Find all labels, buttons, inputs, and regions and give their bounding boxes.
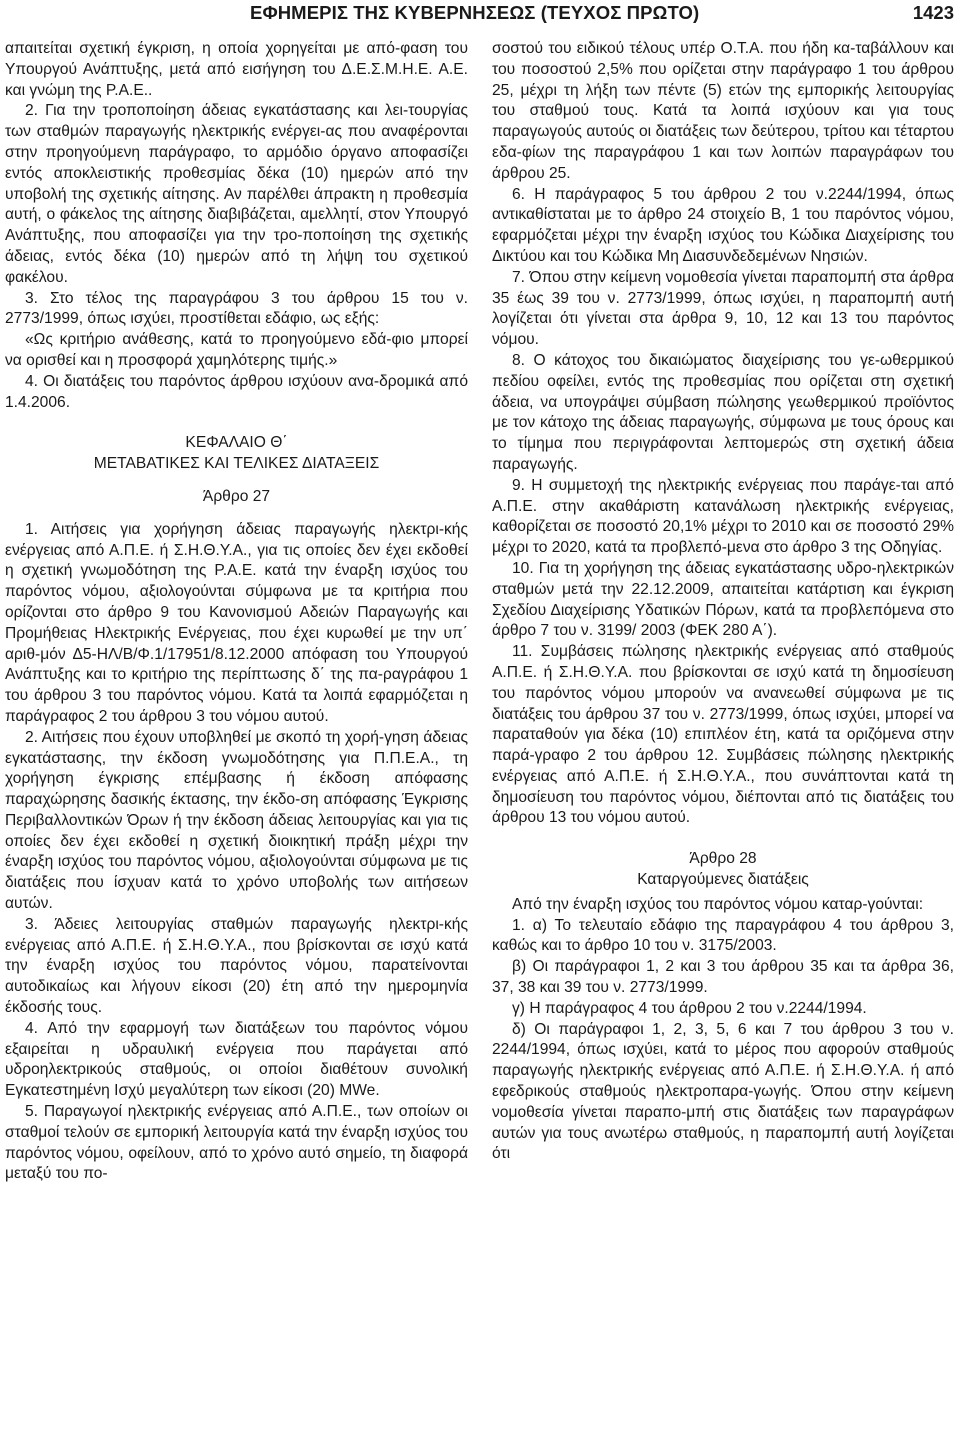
paragraph-5-continuation: σοστού του ειδικού τέλους υπέρ Ο.Τ.Α. που ήδη κα-ταβάλλουν και του ποσοστού 2,5% που ορίζεται στην παράγραφο 1 του άρθρου 25, μέχρι τη λήξη των πέντε (5) ετών της εμπορικής λειτουργίας του σταθμού τους. Κατά τα λοιπά ισχύουν και για τους παραγωγούς αυτούς οι διατάξεις των δεύτερου, τρίτου και τέταρτου εδα-φίων της παραγράφου 1 και των λοιπών παραγράφων του άρθρου 25. (492, 40, 954, 182)
gazette-title: ΕΦΗΜΕΡΙΣ ΤΗΣ ΚΥΒΕΡΝΗΣΕΩΣ (ΤΕΥΧΟΣ ΠΡΩΤΟ) (250, 2, 700, 23)
article-28-item-1b: β) Οι παράγραφοι 1, 2 και 3 του άρθρου 35 και τα άρθρα 36, 37, 38 και 39 του ν. 2773/1999. (492, 958, 954, 997)
article-27-paragraph-11: 11. Συμβάσεις πώλησης ηλεκτρικής ενέργειας από σταθμούς Α.Π.Ε. ή Σ.Η.Θ.Υ.Α. που βρίσκονται σε ισχύ κατά τη δημοσίευση του παρόντος νόμου μπορούν να ανανεωθεί σύμφωνα με τις διατάξεις του άρθρου 37 του ν. 2773/1999, όπως ισχύει, μπορεί να παραταθούν για δέκα (10) επιπλέον έτη, κατά τα οριζόμενα στην παρά-γραφο 2 του άρθρου 12. Συμβάσεις πώλησης ηλεκτρικής ενέργειας από Α.Π.Ε. ή Σ.Η.Θ.Υ.Α., που συνάπτονται κατά τη δημοσίευση του παρόντος νόμου, διέπονται από τις διατάξεις του άρθρου 13 του νόμου αυτού. (492, 643, 954, 827)
right-column (492, 39, 954, 1165)
article-27-paragraph-5: 5. Παραγωγοί ηλεκτρικής ενέργειας από Α.Π.Ε., των οποίων οι σταθμοί τελούν σε εμπορική λειτουργία κατά την έναρξη ισχύος του παρόντος νόμου, οφείλουν, από το χρόνο αυτό σημείο, τη διαφορά μεταξύ του πο- (5, 1103, 468, 1183)
article-28-intro: Από την έναρξη ισχύος του παρόντος νόμου καταρ-γούνται: (512, 895, 924, 913)
article-27-paragraph-3: 3. Άδειες λειτουργίας σταθμών παραγωγής ηλεκτρι-κής ενέργειας από Α.Π.Ε. ή Σ.Η.Θ.Υ.Α., που βρίσκονται σε ισχύ κατά την έναρξη ισχύος του παρόντος νόμου, παρατείνονται αυτοδικαίως και λήγουν είκοσι (20) έτη από την ημερομηνία έκδοσής τους. (5, 915, 468, 1017)
paragraph-4: 4. Οι διατάξεις του παρόντος άρθρου ισχύουν ανα-δρομικά από 1.4.2006. (5, 372, 468, 411)
chapter-title: ΚΕΦΑΛΑΙΟ Θ΄ (185, 434, 288, 452)
article-28-subtitle: Καταργούμενες διατάξεις (637, 871, 809, 889)
page-number: 1423 (912, 2, 954, 23)
article-28-item-1a: 1. α) Το τελευταίο εδάφιο της παραγράφου 4 του άρθρου 3, καθώς και το άρθρο 10 του ν. 3175/2003. (492, 916, 954, 955)
article-27-paragraph-6: 6. Η παράγραφος 5 του άρθρου 2 του ν.2244/1994, όπως αντικαθίσταται με το άρθρο 24 στοιχείο Β, 1 του παρόντος νόμου, εφαρμόζεται μέχρι την έναρξη ισχύος του Κώδικα Διαχείρισης του Δικτύου και του Κώδικα Μη Διασυνδεδεμένων Νησιών. (492, 185, 954, 265)
article-27-paragraph-9: 9. Η συμμετοχή της ηλεκτρικής ενέργειας που παράγε-ται από Α.Π.Ε. στην ακαθάριστη κατανάλωση ηλεκτρικής ενέργειας, καθορίζεται σε ποσοστό 20,1% μέχρι το 2010 και σε ποσοστό 29% μέχρι το 2020, κατά τα προβλεπό-μενα στο άρθρο 3 της Οδηγίας. (492, 476, 954, 557)
paragraph-2: 2. Για την τροποποίηση άδειας εγκατάστασης και λει-τουργίας των σταθμών παραγωγής ηλεκτρικής ενέργει-ας που αναφέρονται στην προηγούμενη παράγραφο, το αρμόδιο όργανο αποφασίζει εντός αποκλειστικής προθεσμίας δέκα (10) ημερών από την υποβολή της σχετικής αίτησης. Αν παρέλθει άπρακτη η προθεσμία αυτή, ο φάκελος της αίτησης διαβιβάζεται, αμελλητί, στον Υπουργό Ανάπτυξης, που αποφασίζει για την τρο-ποποίηση της σχετικής άδειας, εντός δέκα (10) ημερών από τη λήψη του σχετικού φακέλου. (5, 102, 468, 286)
paragraph-3-quote: «Ως κριτήριο ανάθεσης, κατά το προηγούμενο εδά-φιο μπορεί να ορισθεί και η προσφορά χαμηλότερης τιμής.» (5, 331, 468, 369)
article-27-paragraph-2: 2. Αιτήσεις που έχουν υποβληθεί με σκοπό τη χορή-γηση άδειας εγκατάστασης, την έκδοση γνωμοδότησης για Π.Π.Ε.Α., τη χορήγηση έγκρισης επέμβασης ή έκδοση απόφασης παραχώρησης δασικής έκτασης, την έκδο-ση απόφασης Έγκρισης Περιβαλλοντικών Όρων ή την έκδοση άδειας λειτουργίας και για τις οποίες δεν έχει εκδοθεί η σχετική διοικητική πράξη μέχρι την έναρξη ισχύος του παρόντος νόμου, αξιολογούνται σύμφωνα με τις διατάξεις που ίσχυαν κατά το χρόνο υποβολής των αιτήσεων αυτών. (5, 728, 468, 913)
article-27-paragraph-10: 10. Για τη χορήγηση της άδειας εγκατάστασης υδρο-ηλεκτρικών σταθμών μετά την 22.12.2009, απαιτείται κατάρτιση και έγκριση Σχεδίου Διαχείρισης Υδατικών Πόρων, κατά τα προβλεπόμενα στο άρθρο 7 του ν. 3199/ 2003 (ΦΕΚ 280 Α΄). (492, 559, 954, 640)
left-column (5, 39, 468, 1185)
article-27-paragraph-1: 1. Αιτήσεις για χορήγηση άδειας παραγωγής ηλεκτρι-κής ενέργειας από Α.Π.Ε. ή Σ.Η.Θ.Υ.Α., για τις οποίες δεν έχει εκδοθεί η σχετική γνωμοδότηση της Ρ.Α.Ε. κατά την έναρξη ισχύος του παρόντος νόμου, αξιολογούνται σύμφωνα με τα κριτήρια που ορίζονται στο άρθρο 9 του Κανονισμού Αδειών Παραγωγής και Προμήθειας Ηλεκτρικής Ενέργειας, που έχει κυρωθεί με την υπ΄ αριθ-μόν Δ5-ΗΛ/Β/Φ.1/17951/8.12.2000 απόφαση του Υπουργού Ανάπτυξης και το κριτήριο της περίπτωσης δ΄ της πα-ραγράφου 1 του άρθρου 3 του παρόντος νόμου. Κατά τα λοιπά εφαρμόζεται η παράγραφος 2 του άρθρου 3 του νόμου αυτού. (5, 520, 468, 725)
page-header (0, 2, 960, 28)
article-27-paragraph-8: 8. Ο κάτοχος του δικαιώματος διαχείρισης του γε-ωθερμικού πεδίου οφείλει, εντός της προθεσμίας που ορίζεται στη σχετική άδεια, να υπογράψει σύμβαση πώλησης γεωθερμικού προϊόντος με τον κάτοχο της άδειας παραγωγής, σύμφωνα με τους όρους και το τίμημα που περιγράφονται λεπτομερώς στη σχετική άδεια παραγωγής. (492, 351, 954, 473)
article-28-item-1d: δ) Οι παράγραφοι 1, 2, 3, 5, 6 και 7 του άρθρου 3 του ν. 2244/1994, όπως ισχύει, κατά το μέρος που αφορούν σταθμούς παραγωγής ηλεκτρικής ενέργειας από Α.Π.Ε. ή Σ.Η.Θ.Υ.Α. ή από εφεδρικούς σταθμούς ηλεκτροπαρα-γωγής. Όπου στην κείμενη νομοθεσία γίνεται παραπο-μπή στις διατάξεις των παραγράφων αυτών για τους ανωτέρω σταθμούς, η παραπομπή αυτή λογίζεται ότι (492, 1020, 954, 1163)
article-28-title: Άρθρο 28 (689, 850, 757, 868)
article-27-paragraph-7: 7. Όπου στην κείμενη νομοθεσία γίνεται παραπομπή στα άρθρα 35 έως 39 του ν. 2773/1999, όπως ισχύει, η παραπομπή αυτή λογίζεται ότι γίνεται στα άρθρα 9, 10, 12 και 13 του παρόντος νόμου. (492, 268, 954, 349)
paragraph-3: 3. Στο τέλος της παραγράφου 3 του άρθρου 15 του ν. 2773/1999, όπως ισχύει, προστίθεται εδάφιο, ως εξής: (5, 289, 468, 328)
chapter-subtitle: ΜΕΤΑΒΑΤΙΚΕΣ ΚΑΙ ΤΕΛΙΚΕΣ ΔΙΑΤΑΞΕΙΣ (93, 455, 380, 473)
article-27-title: Άρθρο 27 (202, 487, 271, 505)
article-28-item-1c: γ) Η παράγραφος 4 του άρθρου 2 του ν.2244/1994. (512, 999, 867, 1017)
paragraph-continuation: απαιτείται σχετική έγκριση, η οποία χορηγείται με από-φαση του Υπουργού Ανάπτυξης, μετά από εισήγηση του Δ.Ε.Σ.Μ.Η.Ε. Α.Ε. και γνώμη της Ρ.Α.Ε.. (5, 40, 468, 99)
article-27-paragraph-4: 4. Από την εφαρμογή των διατάξεων του παρόντος νόμου εξαιρείται η υδραυλική ενέργεια που παράγεται από υδροηλεκτρικούς σταθμούς, οι οποίοι διαθέτουν συνολική Εγκατεστημένη Ισχύ μεγαλύτερη των είκοσι (20) MWe. (5, 1019, 468, 1100)
